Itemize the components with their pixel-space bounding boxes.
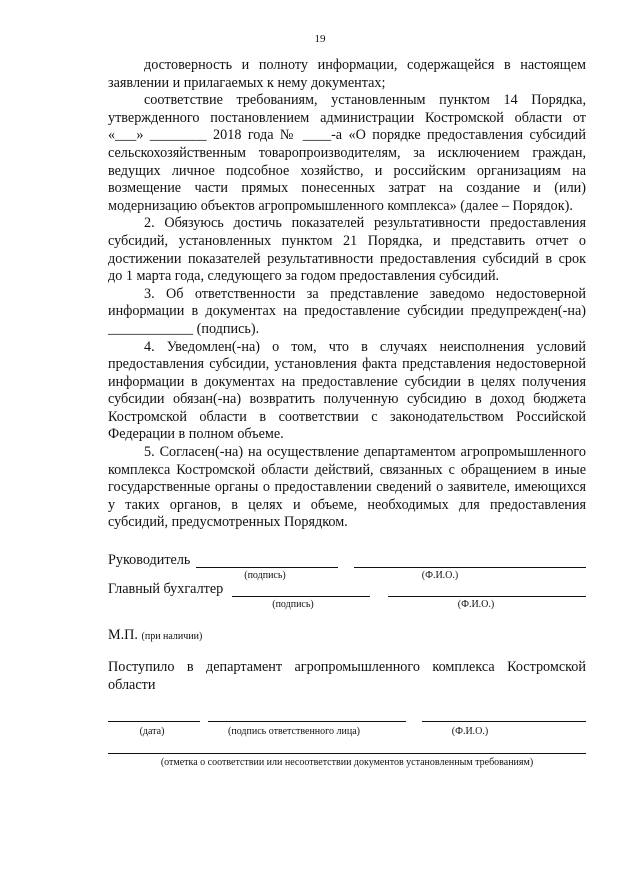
accountant-signature-line[interactable] bbox=[232, 596, 370, 597]
date-caption: (дата) bbox=[139, 726, 165, 737]
accountant-label: Главный бухгалтер bbox=[108, 581, 224, 597]
head-fio-line[interactable] bbox=[354, 567, 586, 568]
page-number: 19 bbox=[314, 33, 326, 45]
accountant-fio-line[interactable] bbox=[388, 596, 586, 597]
received-block bbox=[108, 659, 586, 694]
paragraph-notification: 4. Уведомлен(-на) о том, что в случаях неисполнения условий предоставления субсидии, установления факта представления недостоверной информации в документах на предоставление субсидии в целях получения субсидии обязан(-на) возвратить полученную субсидию в доход бюджета Костромской области в соответствии с законодательством Российской Федерации в полном объеме. bbox=[108, 338, 586, 443]
received-text: Поступило в департамент агропромышленного комплекса Костромской области bbox=[108, 659, 586, 693]
statement-body bbox=[108, 57, 586, 532]
responsible-signature-line[interactable] bbox=[208, 721, 406, 722]
accountant-fio-caption: (Ф.И.О.) bbox=[457, 599, 495, 610]
compliance-mark-line[interactable] bbox=[108, 753, 586, 754]
paragraph-compliance: соответствие требованиям, установленным пунктом 14 Порядка, утвержденного постановлением администрации Костромской области от «___» ________ 2018 года № ____-а «О порядке предоставления субсидий сельскохозяйственным товаропроизводителям, за исключением граждан, ведущих личное подсобное хозяйство, и российским организациям на возмещение части прямых понесенных затрат на создание и (или) модернизацию объектов агропромышленного комплекса» (далее – Порядок). bbox=[108, 92, 586, 214]
accountant-signature-caption: (подпись) bbox=[272, 599, 314, 610]
head-fio-caption: (Ф.И.О.) bbox=[421, 570, 459, 581]
responsible-caption: (подпись ответственного лица) bbox=[228, 726, 360, 737]
head-signature-row bbox=[108, 552, 586, 570]
received-fio-caption: (Ф.И.О.) bbox=[451, 726, 489, 737]
stamp-label: М.П. bbox=[108, 627, 138, 643]
stamp-note: (при наличии) bbox=[141, 631, 203, 642]
paragraph-consent: 5. Согласен(-на) на осуществление департаментом агропромышленного комплекса Костромской области действий, связанных с обращением в иные государственные органы о предоставлении сведений о заявителе, имеющихся у таких органов, в целях и объеме, необходимых для предоставления субсидий, предусмотренных Порядком. bbox=[108, 444, 586, 531]
paragraph-responsibility: 3. Об ответственности за представление заведомо недостоверной информации в документах на предоставление субсидии предупрежден(-на) ____________ (подпись). bbox=[108, 285, 586, 337]
head-signature-caption: (подпись) bbox=[244, 570, 286, 581]
received-fio-line[interactable] bbox=[422, 721, 586, 722]
head-label: Руководитель bbox=[108, 552, 191, 568]
paragraph-obligation: 2. Обязуюсь достичь показателей результативности предоставления субсидий, установленных пунктом 21 Порядка, и представить отчет о достижении показателей результативности предоставления субсидий в срок до 1 марта года, следующего за годом предоставления субсидий. bbox=[108, 215, 586, 285]
compliance-caption: (отметка о соответствии или несоответствии документов установленным требованиям) bbox=[160, 757, 534, 768]
paragraph-reliability: достоверность и полноту информации, содержащейся в настоящем заявлении и прилагаемых к нему документах; bbox=[108, 57, 586, 91]
stamp-place bbox=[108, 627, 202, 644]
accountant-signature-row bbox=[108, 581, 586, 599]
date-line[interactable] bbox=[108, 721, 200, 722]
head-signature-line[interactable] bbox=[196, 567, 338, 568]
